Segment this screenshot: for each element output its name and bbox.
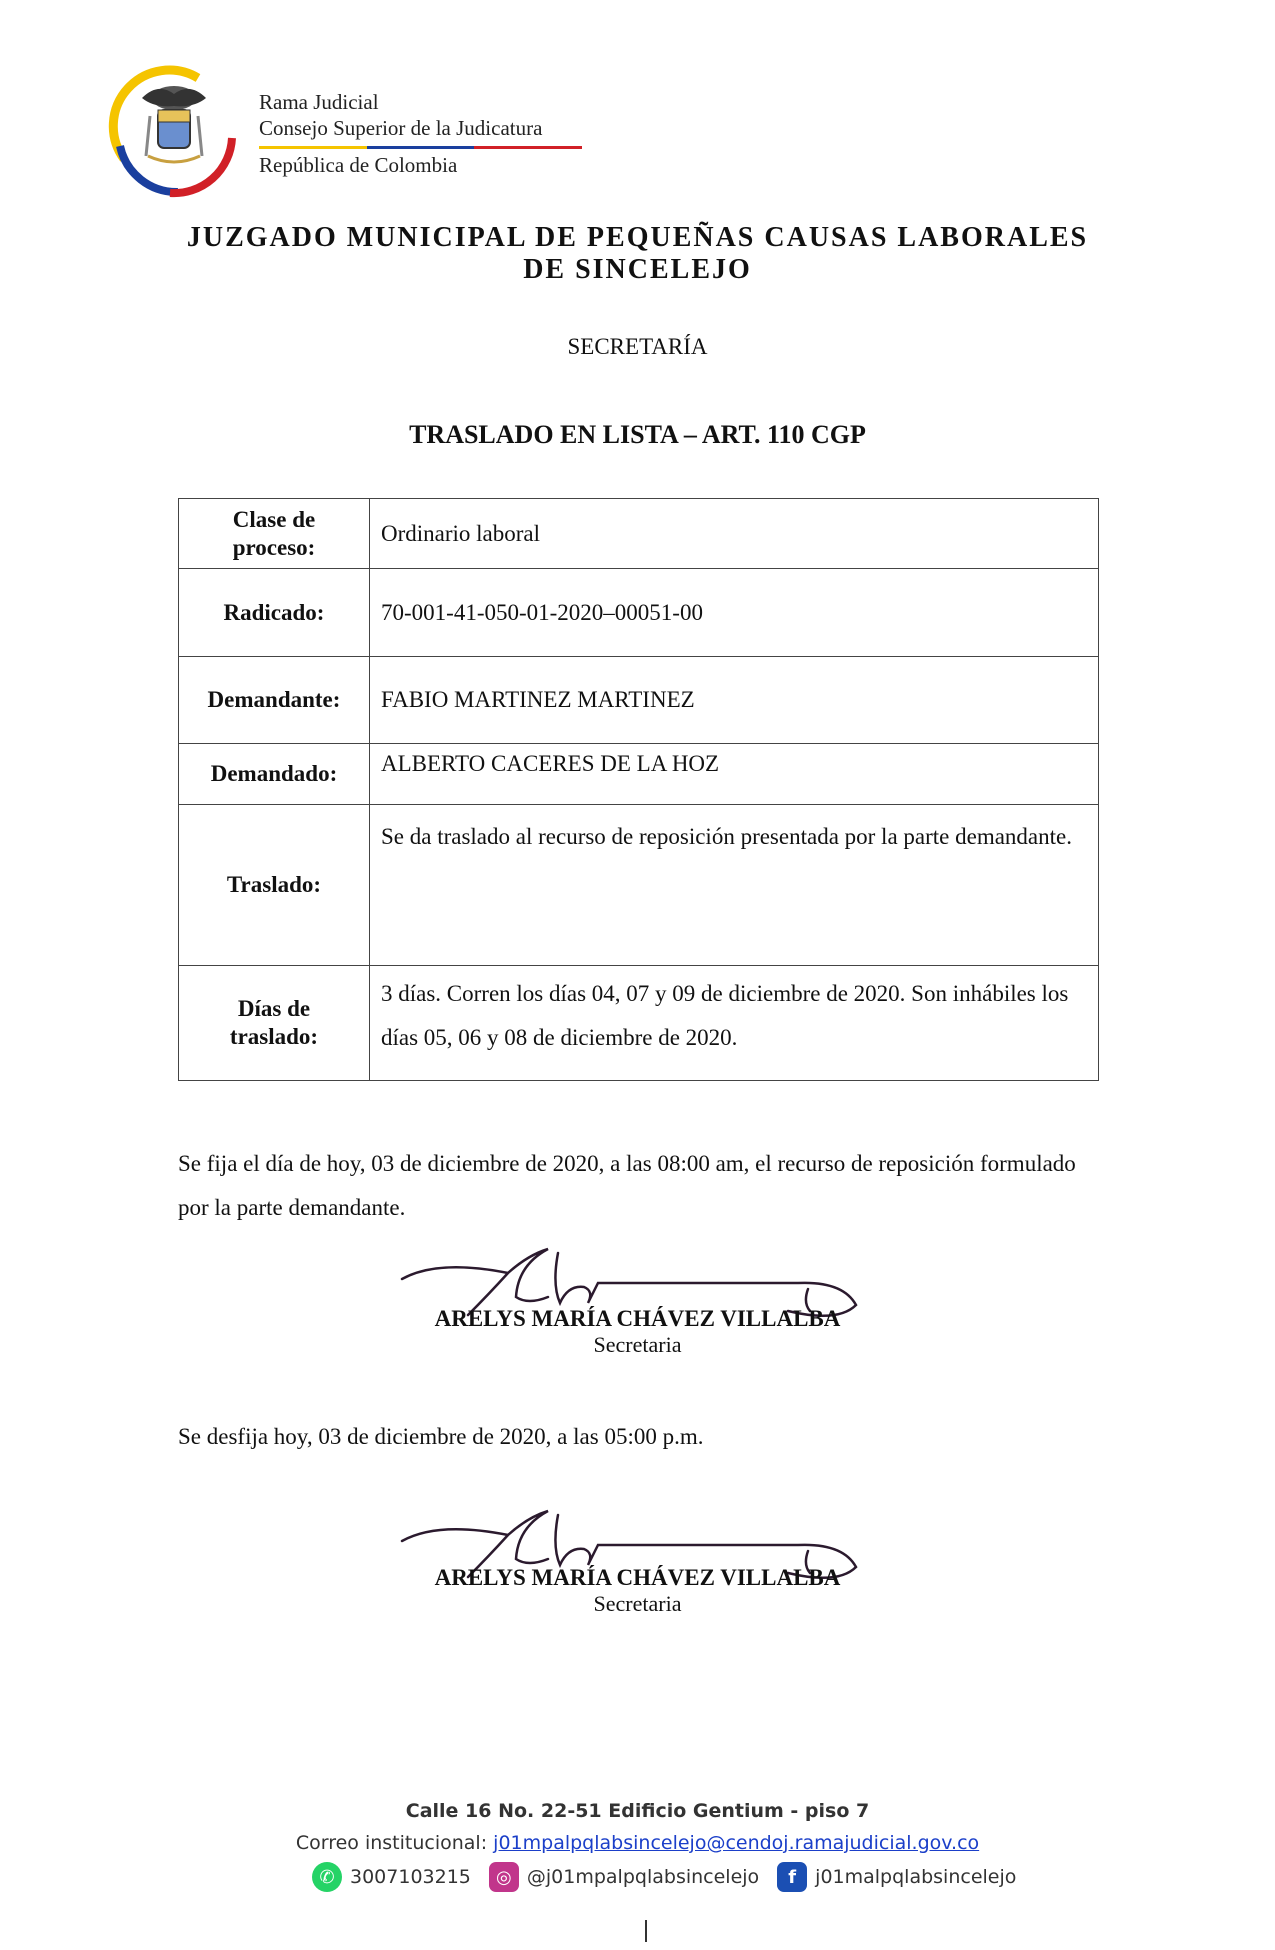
court-name-line2: DE SINCELEJO — [523, 254, 752, 285]
label-radicado: Radicado: — [179, 569, 370, 657]
value-clase-proceso: Ordinario laboral — [370, 499, 1099, 569]
instagram-icon: ◎ — [489, 1862, 519, 1892]
signer-role: Secretaria — [593, 1591, 682, 1616]
court-name-line1: JUZGADO MUNICIPAL DE PEQUEÑAS CAUSAS LABORALES — [186, 222, 1089, 253]
label-dias-traslado: Días de traslado: — [179, 966, 370, 1081]
document-title: TRASLADO EN LISTA – ART. 110 CGP — [409, 420, 866, 449]
value-demandado: ALBERTO CACERES DE LA HOZ — [370, 744, 1099, 805]
table-row — [179, 805, 1099, 966]
label-demandante: Demandante: — [179, 657, 370, 744]
table-row — [179, 744, 1099, 805]
footer-email-line — [0, 1832, 1275, 1854]
label-clase-proceso: Clase de proceso: — [179, 499, 370, 569]
email-label: Correo institucional: — [295, 1832, 488, 1854]
table-row — [179, 657, 1099, 744]
facebook-icon: f — [777, 1862, 807, 1892]
label-demandado: Demandado: — [179, 744, 370, 805]
footer-address: Calle 16 No. 22-51 Edificio Gentium - piso 7 — [405, 1800, 870, 1822]
signer-role: Secretaria — [593, 1332, 682, 1357]
coat-of-arms-logo — [108, 64, 243, 199]
facebook-handle[interactable]: j01malpqlabsincelejo — [815, 1866, 1017, 1888]
table-row — [179, 966, 1099, 1081]
whatsapp-number: 3007103215 — [350, 1866, 471, 1888]
social-links — [312, 1862, 1016, 1892]
table-row — [179, 569, 1099, 657]
signer-name: ARELYS MARÍA CHÁVEZ VILLALBA — [434, 1565, 841, 1590]
office-name: SECRETARÍA — [567, 334, 708, 359]
table-row — [179, 499, 1099, 569]
label-traslado: Traslado: — [179, 805, 370, 966]
signer-block-1 — [0, 1306, 1275, 1358]
signer-name: ARELYS MARÍA CHÁVEZ VILLALBA — [434, 1306, 841, 1331]
value-demandante: FABIO MARTINEZ MARTINEZ — [370, 657, 1099, 744]
institution-logo — [108, 64, 588, 204]
fijacion-paragraph: Se fija el día de hoy, 03 de diciembre de 2020, a las 08:00 am, el recurso de reposición formulado por la parte demandante. — [178, 1151, 1076, 1220]
flag-divider — [259, 146, 582, 149]
value-radicado: 70-001-41-050-01-2020–00051-00 — [370, 569, 1099, 657]
value-dias-traslado: 3 días. Corren los días 04, 07 y 09 de diciembre de 2020. Son inhábiles los días 05, 06 y 08 de diciembre de 2020. — [370, 966, 1099, 1081]
desfijacion-paragraph: Se desfija hoy, 03 de diciembre de 2020, a las 05:00 p.m. — [178, 1424, 704, 1449]
court-name — [150, 222, 1125, 286]
org-name-line3: República de Colombia — [259, 153, 458, 177]
email-link[interactable]: j01mpalpqlabsincelejo@cendoj.ramajudicial.gov.co — [493, 1832, 980, 1854]
case-info-table — [178, 498, 1099, 1081]
instagram-handle[interactable]: @j01mpalpqlabsincelejo — [526, 1866, 760, 1888]
value-traslado: Se da traslado al recurso de reposición presentada por la parte demandante. — [370, 805, 1099, 966]
page-marker — [645, 1920, 647, 1942]
org-name-line2: Consejo Superior de la Judicatura — [259, 116, 543, 140]
signer-block-2 — [0, 1565, 1275, 1617]
org-name-line1: Rama Judicial — [259, 90, 379, 114]
whatsapp-icon: ✆ — [312, 1862, 342, 1892]
